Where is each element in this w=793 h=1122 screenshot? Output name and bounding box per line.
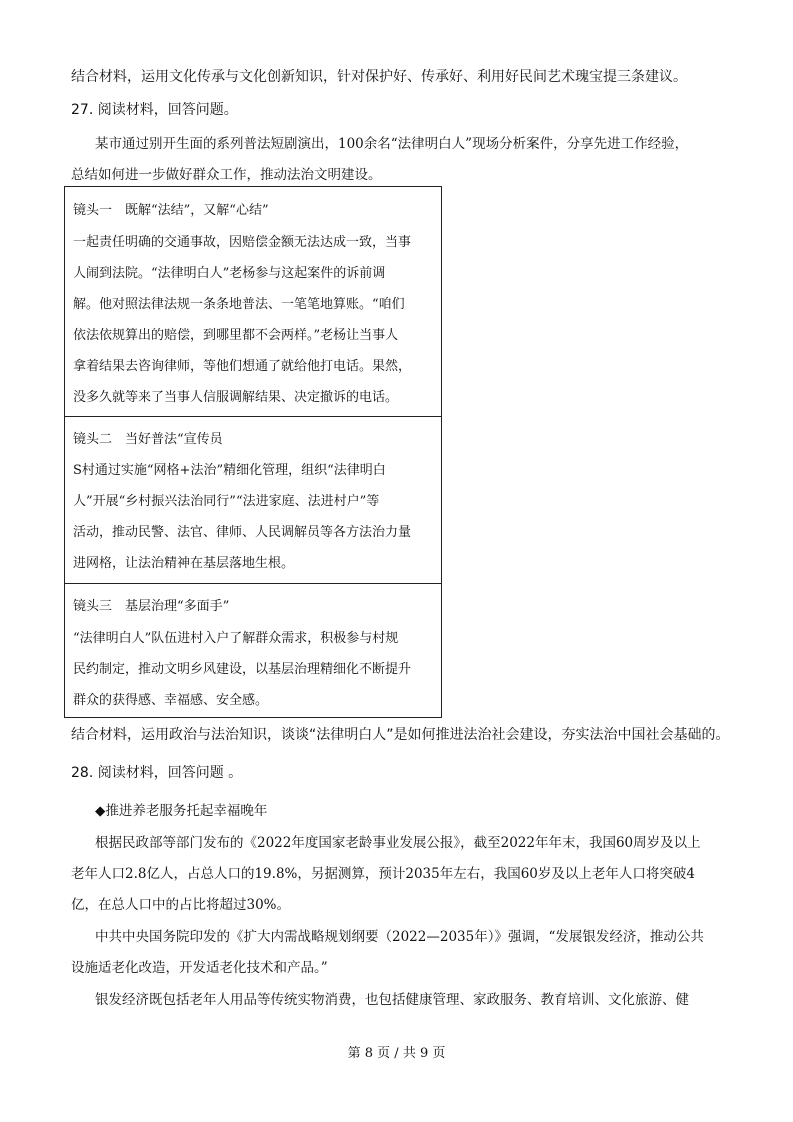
shot-3-title: 镜头三 基层治理“多面手” <box>73 599 230 614</box>
shot-1-line: 拿着结果去咨询律师，等他们想通了就给他打电话。果然， <box>73 359 412 374</box>
shot-1-line: 没多久就等来了当事人信服调解结果、决定撤诉的电话。 <box>73 390 399 405</box>
shot-2-line: 进网格，让法治精神在基层落地生根。 <box>73 556 295 571</box>
q28-paragraph-line: 中共中央国务院印发的《扩大内需战略规划纲要（2022—2035年）》强调，“发展银发经济，推动公共 <box>95 929 704 945</box>
q28-heading: 28. 阅读材料，回答问题 。 <box>71 765 243 781</box>
q27-intro-line: 某市通过别开生面的系列普法短剧演出，100余名“法律明白人”现场分析案件，分享先进工作经验， <box>95 136 689 152</box>
material-table <box>64 186 442 718</box>
q26-question: 结合材料，运用文化传承与文化创新知识，针对保护好、传承好、利用好民间艺术瑰宝提三条建议。 <box>71 69 687 85</box>
q28-paragraph-line: 银发经济既包括老年人用品等传统实物消费，也包括健康管理、家政服务、教育培训、文化旅游、健 <box>95 992 689 1008</box>
page-footer: 第 8 页 / 共 9 页 <box>347 1046 446 1061</box>
shot-2-title: 镜头二 当好普法“宣传员 <box>73 432 223 447</box>
q27-heading: 27. 阅读材料，回答问题。 <box>71 102 238 118</box>
q28-paragraph-line: 设施适老化改造，开发适老化技术和产品。” <box>71 960 328 976</box>
shot-1-line: 依法依规算出的赔偿，到哪里都不会两样。”老杨让当事人 <box>73 328 399 343</box>
shot-2-line: 活动，推动民警、法官、律师、人民调解员等各方法治力量 <box>73 525 412 540</box>
q28-paragraph-line: 根据民政部等部门发布的《2022年度国家老龄事业发展公报》，截至2022年年末，我国60周岁及以上 <box>95 835 701 851</box>
table-divider <box>65 583 441 584</box>
shot-2-line: 人”开展“乡村振兴法治同行”“法进家庭、法进村户”等 <box>73 494 380 509</box>
q27-question: 结合材料，运用政治与法治知识，谈谈“法律明白人”是如何推进法治社会建设，夯实法治中国社会基础的。 <box>71 727 730 743</box>
shot-1-title: 镜头一 既解“法结”，又解“心结” <box>73 203 269 218</box>
table-divider <box>65 416 441 417</box>
q28-paragraph-line: 老年人口2.8亿人，占总人口的19.8%，另据测算，预计2035年左右，我国60岁及以上老年人口将突破4 <box>71 866 695 882</box>
q28-subheading: ◆推进养老服务托起幸福晚年 <box>95 803 268 819</box>
shot-3-line: “法律明白人”队伍进村入户了解群众需求，积极参与村规 <box>73 631 399 646</box>
shot-1-line: 一起责任明确的交通事故，因赔偿金额无法达成一致，当事 <box>73 235 412 250</box>
shot-1-line: 解。他对照法律法规一条条地普法、一笔笔地算账。“咱们 <box>73 297 405 312</box>
shot-1-line: 人闹到法院。“法律明白人”老杨参与这起案件的诉前调 <box>73 266 386 281</box>
shot-2-line: S村通过实施“网格+法治”精细化管理，组织“法律明白 <box>73 463 386 478</box>
shot-3-line: 民约制定，推动文明乡风建设，以基层治理精细化不断提升 <box>73 662 412 677</box>
q28-paragraph-line: 亿，在总人口中的占比将超过30%。 <box>71 897 291 913</box>
q27-intro-line: 总结如何进一步做好群众工作，推动法治文明建设。 <box>71 167 382 183</box>
shot-3-line: 群众的获得感、幸福感、安全感。 <box>73 693 269 708</box>
